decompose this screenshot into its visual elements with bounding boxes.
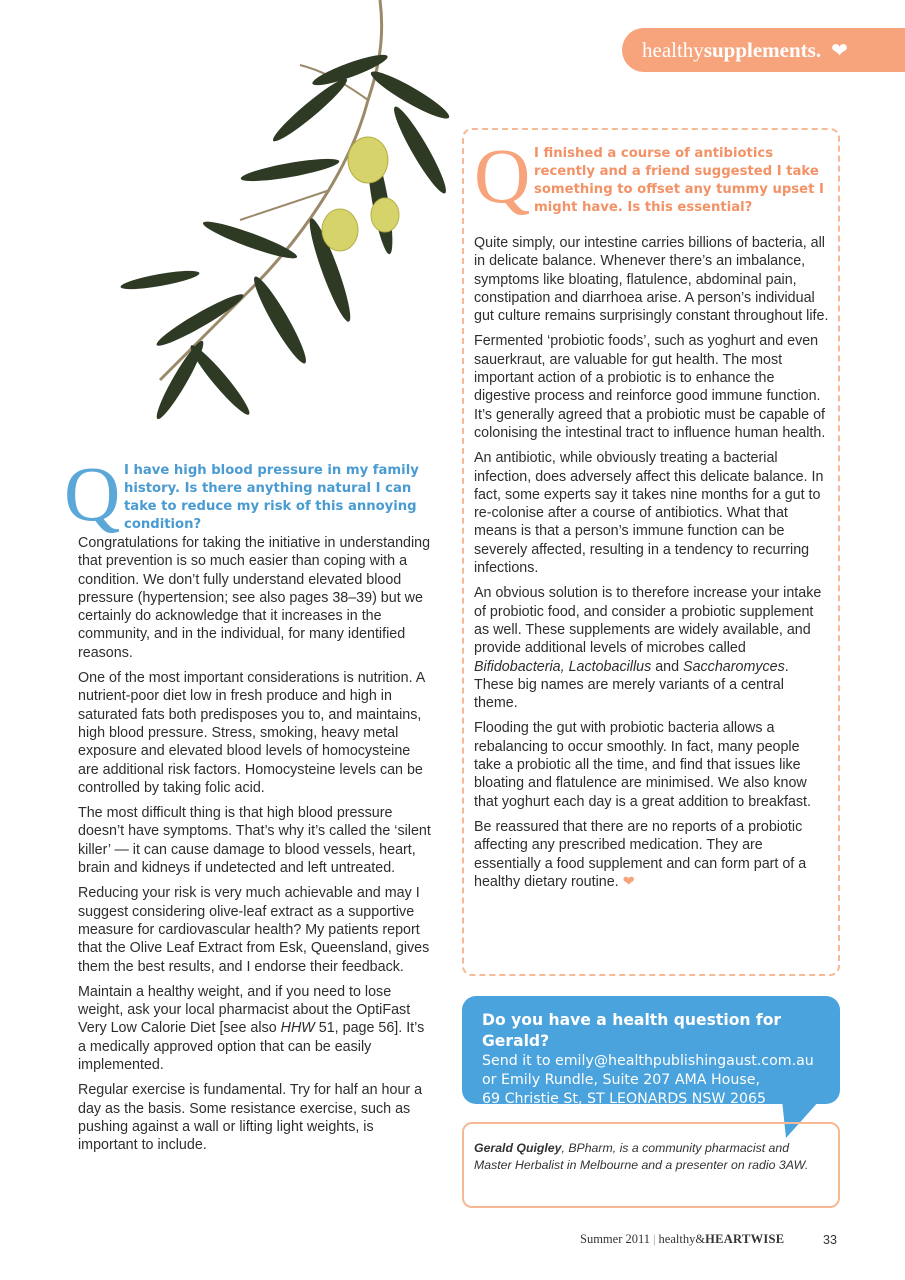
question-text: I have high blood pressure in my family history. Is there anything natural I can take to reduce my risk of this annoying condition?	[124, 463, 419, 532]
paragraph: Maintain a healthy weight, and if you need to lose weight, ask your local pharmacist about the OptiFast Very Low Calorie Diet [see also HHW 51, page 56]. It’s a medically approved option that can be easily implemented.	[78, 983, 425, 1074]
paragraph: One of the most important considerations is nutrition. A nutrient-poor diet low in fresh produce and high in saturated fats both predisposes you to, and maintains, high blood pressure. Stress, smoking, heavy metal exposure and elevated blood levels of homocysteine are additional risk factors. Homocysteine levels can be controlled by taking folic acid.	[78, 670, 425, 796]
paragraph: The most difficult thing is that high blood pressure doesn’t have symptoms. That’s why it’s called the ‘silent killer’ — it can cause damage to blood vessels, heart, brain and kidneys if undetected and left untreated.	[78, 805, 431, 877]
question-letter: Q	[64, 450, 121, 537]
section-tab	[622, 28, 905, 72]
callout-address-line: 69 Christie St, ST LEONARDS NSW 2065	[482, 1091, 767, 1107]
answer-blood-pressure	[78, 534, 434, 1162]
paragraph: Be reassured that there are no reports of a probiotic affecting any prescribed medication. They are essentially a food supplement and can form part of a healthy dietary routine. ❤	[474, 818, 807, 890]
answer-antibiotics	[474, 234, 830, 898]
heart-icon: ❤	[622, 873, 635, 890]
author-name: Gerald Quigley	[474, 1141, 562, 1155]
magazine-name: healthy&	[658, 1232, 706, 1246]
section-tab-light: healthy	[642, 37, 704, 62]
paragraph: Reducing your risk is very much achievable and may I suggest considering olive-leaf extract as a supportive measure for cardiovascular health? My patients report that the Olive Leaf Extract from Esk, Queensland, gives them the best results, and I endorse their feedback.	[78, 885, 430, 975]
section-tab-bold: supplements.	[703, 37, 822, 62]
callout-address-line: or Emily Rundle, Suite 207 AMA House,	[482, 1072, 760, 1088]
callout-title: Do you have a health question for Gerald?	[482, 1011, 782, 1050]
author-bio: Gerald Quigley, BPharm, is a community pharmacist and Master Herbalist in Melbourne and a presenter on radio 3AW.	[462, 1122, 840, 1208]
paragraph: Congratulations for taking the initiative in understanding that prevention is so much easier than coping with a condition. We don’t fully understand elevated blood pressure (hypertension; see also pages 38–39) but we certainly do acknowledge that it increases in the community, and in the individual, for many identified reasons.	[78, 535, 431, 661]
question-antibiotics	[474, 132, 824, 219]
heart-icon: ❤	[831, 39, 848, 62]
paragraph: An antibiotic, while obviously treating a bacterial infection, does adversely affect this delicate balance. In fact, some experts say it takes nine months for a gut to re-colonise after a course of antibiotics. What that means is that a person’s immune function can be severely affected, resulting in a tendency to recurring infections.	[474, 450, 824, 577]
paragraph: Flooding the gut with probiotic bacteria allows a rebalancing to occur smoothly. In fact, many people take a probiotic all the time, and find that issues like bloating and flatulence are minimised. We also know that yoghurt each day is a great addition to breakfast.	[474, 720, 811, 810]
page-footer: Summer 2011 | healthy&HEARTWISE	[580, 1232, 785, 1246]
paragraph: Regular exercise is fundamental. Try for half an hour a day as the basis. Some resistance exercise, such as pushing against a wall or lifting light weights, is important to include.	[78, 1082, 423, 1154]
page-number: 33	[823, 1233, 837, 1247]
paragraph: Quite simply, our intestine carries billions of bacteria, all in delicate balance. Whenever there’s an imbalance, symptoms like bloating, flatulence, abdominal pain, constipation and diarrhoea arise. A person’s individual gut culture remains surprisingly constant throughout life.	[474, 235, 829, 325]
olive-branch-illustration	[100, 0, 480, 450]
question-callout	[462, 996, 840, 1107]
question-blood-pressure	[64, 450, 434, 537]
issue-label: Summer 2011	[580, 1232, 651, 1246]
paragraph: An obvious solution is to therefore increase your intake of probiotic food, and consider a probiotic supplement as well. These supplements are widely available, and provide additional levels of microbes called Bifidobacteria, Lactobacillus and Saccharomyces. These big names are merely variants of a central theme.	[474, 585, 822, 712]
question-text: I finished a course of antibiotics recently and a friend suggested I take something to offset any tummy upset I might have. Is this essential?	[534, 146, 824, 215]
paragraph: Fermented ‘probiotic foods’, such as yoghurt and even sauerkraut, are valuable for gut health. The most important action of a probiotic is to enhance the digestive process and reinforce good immune function. It’s generally agreed that a probiotic must be capable of colonising the intestinal tract to influence human health.	[474, 333, 826, 441]
question-letter: Q	[474, 132, 531, 219]
callout-email-line[interactable]: Send it to emily@healthpublishingaust.com.au	[482, 1053, 814, 1069]
